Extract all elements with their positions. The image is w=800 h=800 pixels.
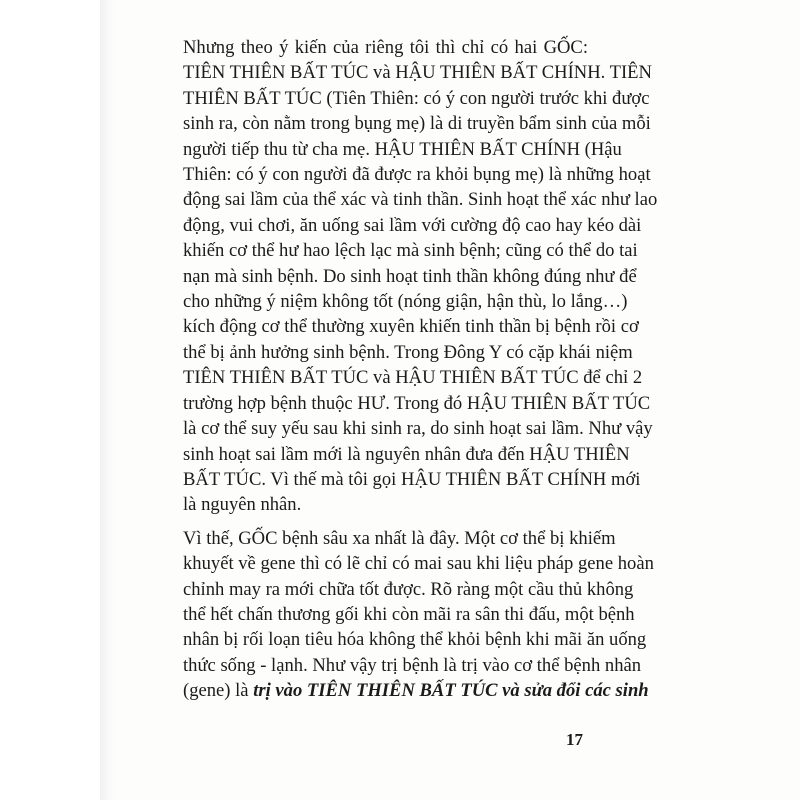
text-line: Vì thế, GỐC bệnh sâu xa nhất là đây. Một cơ thể bị khiếm — [183, 527, 616, 549]
text-line: TIÊN THIÊN BẤT TÚC và HẬU THIÊN BẤT CHÍNH. TIÊN — [183, 62, 652, 84]
text-line: sinh ra, còn nằm trong bụng mẹ) là di truyền bẩm sinh của mỗi — [183, 113, 651, 135]
text-emphasis: trị vào TIÊN THIÊN BẤT TÚC và sửa đổi các sinh — [253, 680, 649, 702]
text-line: chỉnh may ra mới chữa tốt được. Rõ ràng một cầu thủ không — [183, 578, 634, 600]
text-line: kích động cơ thể thường xuyên khiến tinh thần bị bệnh rồi cơ — [183, 316, 639, 338]
text-plain: (gene) là — [183, 680, 254, 702]
text-line: thể hết chấn thương gối khi còn mãi ra sân thi đấu, một bệnh — [183, 603, 635, 625]
text-line: là nguyên nhân. — [183, 494, 302, 516]
text-line: thể bị ảnh hưởng sinh bệnh. Trong Đông Y có cặp khái niệm — [183, 341, 633, 363]
text-line: Thiên: có ý con người đã được ra khỏi bụng mẹ) là những hoạt — [183, 164, 651, 186]
text-line: TIÊN THIÊN BẤT TÚC và HẬU THIÊN BẤT TÚC để chỉ 2 — [183, 367, 643, 389]
text-line: nạn mà sinh bệnh. Do sinh hoạt tinh thần không đúng như để — [183, 265, 637, 287]
text-line: trường hợp bệnh thuộc HƯ. Trong đó HẬU THIÊN BẤT TÚC — [183, 392, 651, 414]
text-line-mixed — [146, 678, 649, 703]
text-line: động sai lầm của thể xác và tinh thần. Sinh hoạt thể xác như lao — [183, 189, 658, 211]
text-line: khuyết về gene thì có lẽ chỉ có mai sau khi liệu pháp gene hoàn — [183, 553, 654, 575]
text-line: nhân bị rối loạn tiêu hóa không thể khỏi bệnh khi mãi ăn uống — [183, 629, 647, 651]
text-line: động, vui chơi, ăn uống sai lầm với cường độ cao hay kéo dài — [183, 214, 642, 236]
text-line: THIÊN BẤT TÚC (Tiên Thiên: có ý con người trước khi được — [183, 87, 650, 109]
text-line: cho những ý niệm không tốt (nóng giận, hận thù, lo lắng…) — [183, 291, 628, 313]
paragraph-gap — [146, 518, 588, 526]
paragraph-2 — [146, 526, 654, 704]
body-text — [146, 35, 658, 704]
text-line: khiến cơ thể hư hao lệch lạc mà sinh bệnh; cũng có thể do tai — [183, 240, 638, 262]
text-line: sinh hoạt sai lầm mới là nguyên nhân đưa đến HẬU THIÊN — [183, 443, 630, 465]
text-line: là cơ thể suy yếu sau khi sinh ra, do sinh hoạt sai lầm. Như vậy — [183, 418, 653, 440]
page-number: 17 — [566, 730, 583, 749]
text-line: Nhưng theo ý kiến của riêng tôi thì chỉ có hai GỐC: — [183, 37, 588, 58]
text-line: người tiếp thu từ cha mẹ. HẬU THIÊN BẤT CHÍNH (Hậu — [183, 138, 622, 160]
paragraph-1 — [146, 35, 658, 518]
text-line: thức sống - lạnh. Như vậy trị bệnh là trị vào cơ thể bệnh nhân — [183, 654, 642, 676]
page-gutter-shadow — [100, 0, 114, 800]
text-line: BẤT TÚC. Vì thế mà tôi gọi HẬU THIÊN BẤT CHÍNH mới — [183, 468, 641, 490]
